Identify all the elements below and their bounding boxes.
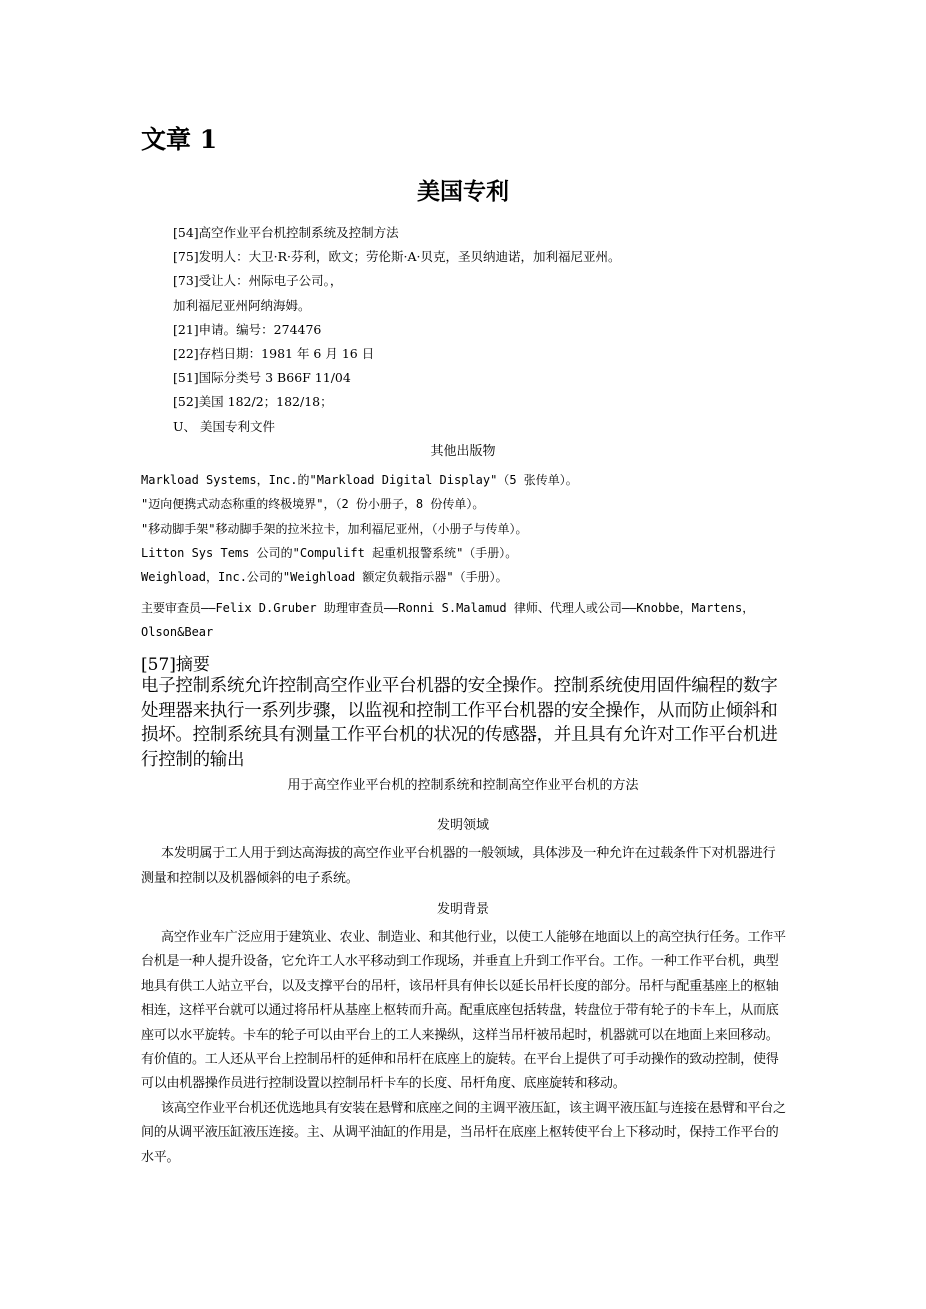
biblio-line: [75]发明人：大卫·R·芬利，欧文；劳伦斯·A·贝克，圣贝纳迪诺，加利福尼亚州。 <box>173 249 621 265</box>
background-paragraph: 高空作业车广泛应用于建筑业、农业、制造业、和其他行业，以使工人能够在地面以上的高空执行任务。工作平台机是一种人提升设备，它允许工人水平移动到工作现场，并垂直上升到工作平台。工作。一种工作平台机，典型地具有供工人站立平台，以及支撑平台的吊杆，该吊杆具有伸长以延长吊杆长度的部分。吊杆与配重基座上的枢轴相连，这样平台就可以通过将吊杆从基座上枢转而升高。配重底座包括转盘，转盘位于带有轮子的卡车上，从而底座可以水平旋转。卡车的轮子可以由平台上的工人来操纵，这样当吊杆被吊起时，机器就可以在地面上来回移动。有价值的。工人还从平台上控制吊杆的延伸和吊杆在底座上的旋转。在平台上提供了可手动操作的致动控制，使得可以由机器操作员进行控制设置以控制吊杆卡车的长度、吊杆角度、底座旋转和移动。 <box>141 930 786 1092</box>
publication-item: "迈向便携式动态称重的终极境界"，（2 份小册子，8 份传单）。 <box>141 497 485 512</box>
field-paragraph: 本发明属于工人用于到达高海拔的高空作业平台机器的一般领域，具体涉及一种允许在过载条件下对机器进行测量和控制以及机器倾斜的电子系统。 <box>141 846 776 886</box>
biblio-line: [54]高空作业平台机控制系统及控制方法 <box>173 225 399 240</box>
background-paragraph: 该高空作业平台机还优选地具有安装在悬臂和底座之间的主调平液压缸，该主调平液压缸与连接在悬臂和平台之间的从调平液压缸液压连接。主、从调平油缸的作用是，当吊杆在底座上枢转使平台上下移动时，保持工作平台的水平。 <box>141 1100 786 1165</box>
invention-title: 用于高空作业平台机的控制系统和控制高空作业平台机的方法 <box>287 778 639 793</box>
other-publications-list <box>141 468 578 589</box>
biblio-line: 加利福尼亚州阿纳海姆。 <box>173 297 311 313</box>
examiners-line: 主要审查员——Felix D.Gruber 助理审查员——Ronni S.Malamud 律师、代理人或公司——Knobbe，Martens，Olson&Bear <box>141 601 755 639</box>
biblio-line: [51]国际分类号 3 B66F 11/04 <box>173 370 351 386</box>
publication-item: Weighload，Inc.公司的"Weighload 额定负载指示器"（手册）。 <box>141 570 508 585</box>
abstract-heading: [57]摘要 <box>141 655 210 675</box>
biblio-line: [73]受让人：州际电子公司。， <box>173 273 343 289</box>
background-heading: 发明背景 <box>436 902 489 917</box>
biblio-line: U、 美国专利文件 <box>173 418 276 434</box>
document-title: 美国专利 <box>417 179 509 205</box>
bibliographic-data <box>173 221 621 439</box>
background-body <box>141 926 789 1170</box>
abstract-body: 电子控制系统允许控制高空作业平台机器的安全操作。控制系统使用固件编程的数字处理器来执行一系列步骤，以监视和控制工作平台机器的安全操作，从而防止倾斜和损坏。控制系统具有测量工作平台机的状况的传感器，并且具有允许对工作平台机进行控制的输出 <box>141 676 778 770</box>
field-heading: 发明领域 <box>436 818 489 833</box>
biblio-line: [22]存档日期：1981 年 6 月 16 日 <box>173 346 375 362</box>
publication-item: Markload Systems，Inc.的"Markload Digital Display"（5 张传单）。 <box>141 473 578 487</box>
article-label: 文章 1 <box>141 125 218 154</box>
biblio-line: [52]美国 182/2；182/18； <box>173 394 333 410</box>
publication-item: "移动脚手架"移动脚手架的拉米拉卡，加利福尼亚州，（小册子与传单）。 <box>141 521 528 536</box>
publication-item: Litton Sys Tems 公司的"Compulift 起重机报警系统"（手册）。 <box>141 545 518 560</box>
biblio-line: [21]申请。编号：274476 <box>173 321 322 337</box>
other-publications-heading: 其他出版物 <box>430 444 496 459</box>
